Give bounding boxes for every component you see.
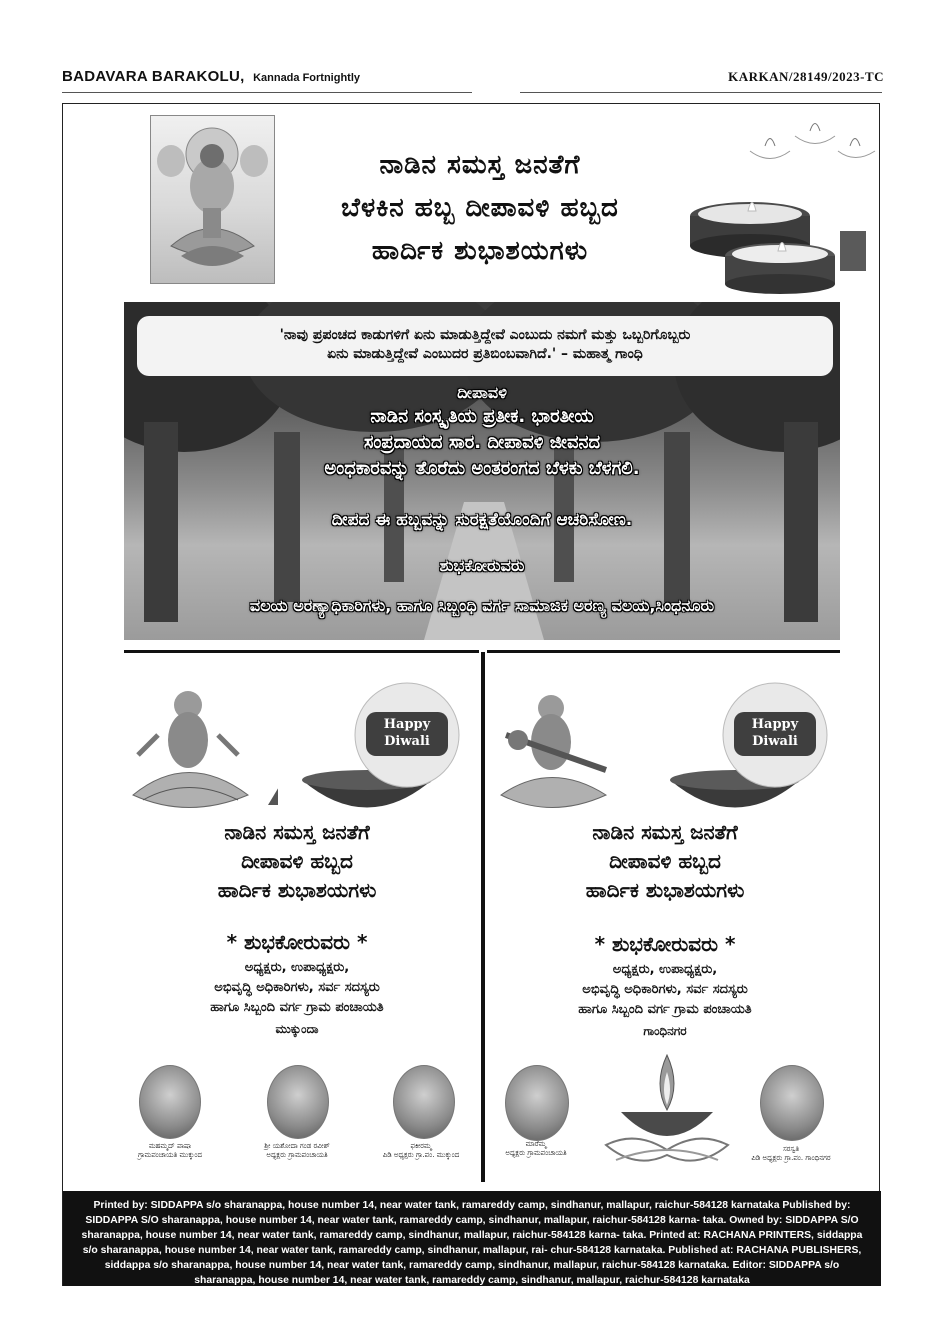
- message-line-2: ಸಂಪ್ರದಾಯದ ಸಾರ. ದೀಪಾವಳಿ ಜೀವನದ: [363, 432, 601, 453]
- left-person-3-name: ಫಕೀರಮ್ಮ: [410, 1142, 432, 1150]
- happy-diwali-badge: [352, 680, 462, 790]
- left-village: ಮುಕ್ಕುಂದಾ: [275, 1022, 319, 1036]
- right-person-2-caption: [730, 1145, 852, 1163]
- right-greeting-2: ದೀಪಾವಳಿ ಹಬ್ಬದ: [609, 849, 721, 873]
- lakshmi-image: [150, 115, 275, 284]
- header-rule-left: [62, 92, 472, 93]
- right-person-1-photo: [505, 1065, 569, 1141]
- left-greeting-3: ಹಾರ್ದಿಕ ಶುಭಾಶಯಗಳು: [217, 878, 377, 902]
- diya-candles-icon: [670, 106, 880, 296]
- paper-name: BADAVARA BARAKOLU,: [62, 68, 245, 85]
- publisher-imprint: Printed by: SIDDAPPA s/o sharanappa, house number 14, near water tank, ramareddy camp, sindhanur, mallapur, raichur-584128 karnataka Published by: SIDDAPPA S/O sharanappa, house number 14, near water tank, ramareddy camp, sindhanur, mallapur, raichur-584128 karna- taka. Owned by: SIDDAPPA S/O sharanappa, house number 14, near water tank, ramareddy camp, sindhanur, mallapur, raichur-584128 karna- taka. Printed at: RACHANA PRINTERS, siddappa s/o sharanappa, house number 14, near water tank, ramareddy camp, sindhanur, mallapur, rai- chur-584128 karnataka. Published at: RACHANA PUBLISHERS, siddappa s/o sharanappa, house number 14, near water tank, ramareddy camp, sindhanur, mallapur, raichur-584128 karnataka. Editor: SIDDAPPA s/o sharanappa, house number 14, near water tank, ramareddy camp, sindhanur, mallapur, raichur-584128 karnataka: [63, 1191, 881, 1286]
- right-person-2-name: ಸರಸ್ವತಿ: [782, 1145, 800, 1153]
- masthead: [62, 68, 884, 88]
- left-person-1-role: ಗ್ರಾಮಪಂಚಾಯತಿ ಮುಕ್ಕುಂದ: [137, 1151, 203, 1159]
- left-wishers-1: ಅಧ್ಯಕ್ಷರು, ಉಪಾಧ್ಯಕ್ಷರು,: [244, 960, 350, 975]
- lakshmi-lotus-icon: [128, 680, 278, 830]
- left-person-2-photo: [267, 1065, 329, 1139]
- top-wishers-label: ಶುಭಕೋರುವರು: [439, 556, 525, 575]
- left-greeting-1: ನಾಡಿನ ಸಮಸ್ತ ಜನತೆಗೆ: [224, 820, 370, 844]
- left-ad-top-rule: [124, 650, 479, 653]
- right-village: ಗಾಂಧಿನಗರ: [643, 1024, 687, 1038]
- badge-diwali: Diwali: [384, 734, 430, 749]
- left-wishers-heading: * ಶುಭಕೋರುವರು *: [226, 930, 368, 954]
- quote-line-2: ಏನು ಮಾಡುತ್ತಿದ್ದೇವೆ ಎಂಬುದರ ಪ್ರತಿಬಿಂಬವಾಗಿದೆ.' – ಮಹಾತ್ಮ ಗಾಂಧಿ: [327, 346, 643, 362]
- rangoli-diya-icon: [596, 1050, 738, 1175]
- happy-diwali-badge: [720, 680, 830, 790]
- left-person-3-caption: [363, 1142, 479, 1160]
- right-person-2-role: ಪಿಡಿ ಅಧ್ಯಕ್ಷರು ಗ್ರಾ.ಪಂ. ಗಾಂಧಿನಗರ: [751, 1154, 831, 1162]
- saraswati-veena-icon: [496, 680, 646, 830]
- right-person-2-photo: [760, 1065, 824, 1141]
- gandhi-quote-box: [137, 316, 833, 376]
- badge-diwali: Diwali: [752, 734, 798, 749]
- top-title-line-2: ಬೆಳಕಿನ ಹಬ್ಬ ದೀಪಾವಳಿ ಹಬ್ಬದ: [341, 193, 619, 223]
- right-wishers-2: ಅಭಿವೃದ್ಧಿ ಅಧಿಕಾರಿಗಳು, ಸರ್ವ ಸದಸ್ಯರು: [582, 982, 748, 997]
- right-person-1-caption: [476, 1140, 596, 1158]
- right-wishers-1: ಅಧ್ಯಕ್ಷರು, ಉಪಾಧ್ಯಕ್ಷರು,: [612, 962, 718, 977]
- left-person-1-photo: [139, 1065, 201, 1139]
- ads-divider: [481, 652, 485, 1182]
- top-title-line-1: ನಾಡಿನ ಸಮಸ್ತ ಜನತೆಗೆ: [379, 150, 581, 180]
- message-line-3: ಅಂಧಕಾರವನ್ನು ತೊರೆದು ಅಂತರಂಗದ ಬೆಳಕು ಬೆಳಗಲಿ.: [324, 458, 640, 479]
- lakshmi-illustration-icon: [151, 116, 274, 283]
- left-person-2-name: ಶ್ರೀ ಯಶೋದಾ ಗಂಡ ರವೀಶ್: [264, 1142, 330, 1150]
- left-person-3-photo: [393, 1065, 455, 1139]
- quote-line-1: 'ನಾವು ಪ್ರಪಂಚದ ಕಾಡುಗಳಿಗೆ ಏನು ಮಾಡುತ್ತಿದ್ದೇವೆ ಎಂಬುದು ನಮಗೆ ಮತ್ತು ಒಬ್ಬರಿಗೊಬ್ಬರು: [279, 327, 691, 343]
- right-ad-top-rule: [487, 650, 840, 653]
- message-heading: ದೀಪಾವಳಿ: [457, 383, 507, 402]
- top-wishers: ವಲಯ ಅರಣ್ಯಾಧಿಕಾರಿಗಳು, ಹಾಗೂ ಸಿಬ್ಬಂಧಿ ವರ್ಗ ಸಾಮಾಜಿಕ ಅರಣ್ಯ ವಲಯ,ಸಿಂಧನೂರು: [249, 596, 715, 615]
- right-wishers-3: ಹಾಗೂ ಸಿಬ್ಬಂದಿ ವರ್ಗ ಗ್ರಾಮ ಪಂಚಾಯತಿ: [578, 1002, 752, 1017]
- paper-subtitle: Kannada Fortnightly: [253, 72, 361, 84]
- right-wishers-heading: * ಶುಭಕೋರುವರು *: [594, 932, 736, 956]
- left-person-1-caption: [110, 1142, 230, 1160]
- left-person-2-role: ಅಧ್ಯಕ್ಷರು ಗ್ರಾಮಪಂಚಾಯತಿ: [266, 1151, 328, 1159]
- left-person-2-caption: [237, 1142, 357, 1160]
- left-person-1-name: ಮಹಮ್ಮದ್ ಪಾಷಾ: [148, 1142, 192, 1150]
- left-wishers-3: ಹಾಗೂ ಸಿಬ್ಬಂದಿ ವರ್ಗ ಗ್ರಾಮ ಪಂಚಾಯತಿ: [210, 1000, 384, 1015]
- header-rule-right: [520, 92, 882, 93]
- left-greeting-2: ದೀಪಾವಳಿ ಹಬ್ಬದ: [241, 849, 353, 873]
- badge-happy: Happy: [751, 717, 799, 732]
- badge-happy: Happy: [383, 717, 431, 732]
- left-person-3-role: ಪಿಡಿ ಅಧ್ಯಕ್ಷರು ಗ್ರಾ.ಪಂ. ಮುಕ್ಕುಂದ: [382, 1151, 460, 1159]
- right-greeting-3: ಹಾರ್ದಿಕ ಶುಭಾಶಯಗಳು: [585, 878, 745, 902]
- registration-number: KARKAN/28149/2023-TC: [728, 69, 884, 84]
- masthead-left: [62, 68, 360, 86]
- left-wishers-2: ಅಭಿವೃದ್ಧಿ ಅಧಿಕಾರಿಗಳು, ಸರ್ವ ಸದಸ್ಯರು: [214, 980, 380, 995]
- right-greeting-1: ನಾಡಿನ ಸಮಸ್ತ ಜನತೆಗೆ: [592, 820, 738, 844]
- message-line-1: ನಾಡಿನ ಸಂಸ್ಕೃತಿಯ ಪ್ರತೀಕ. ಭಾರತೀಯ: [370, 406, 594, 427]
- right-person-1-role: ಅಧ್ಯಕ್ಷರು ಗ್ರಾಮಪಂಚಾಯತಿ: [505, 1149, 567, 1157]
- right-person-1-name: ಮಾರೆಮ್ಮ: [525, 1140, 547, 1148]
- top-title-line-3: ಹಾರ್ದಿಕ ಶುಭಾಶಯಗಳು: [371, 236, 589, 266]
- celebrate-line: ದೀಪದ ಈ ಹಬ್ಬವನ್ನು ಸುರಕ್ಷತೆಯೊಂದಿಗೆ ಆಚರಿಸೋಣ.: [331, 510, 633, 530]
